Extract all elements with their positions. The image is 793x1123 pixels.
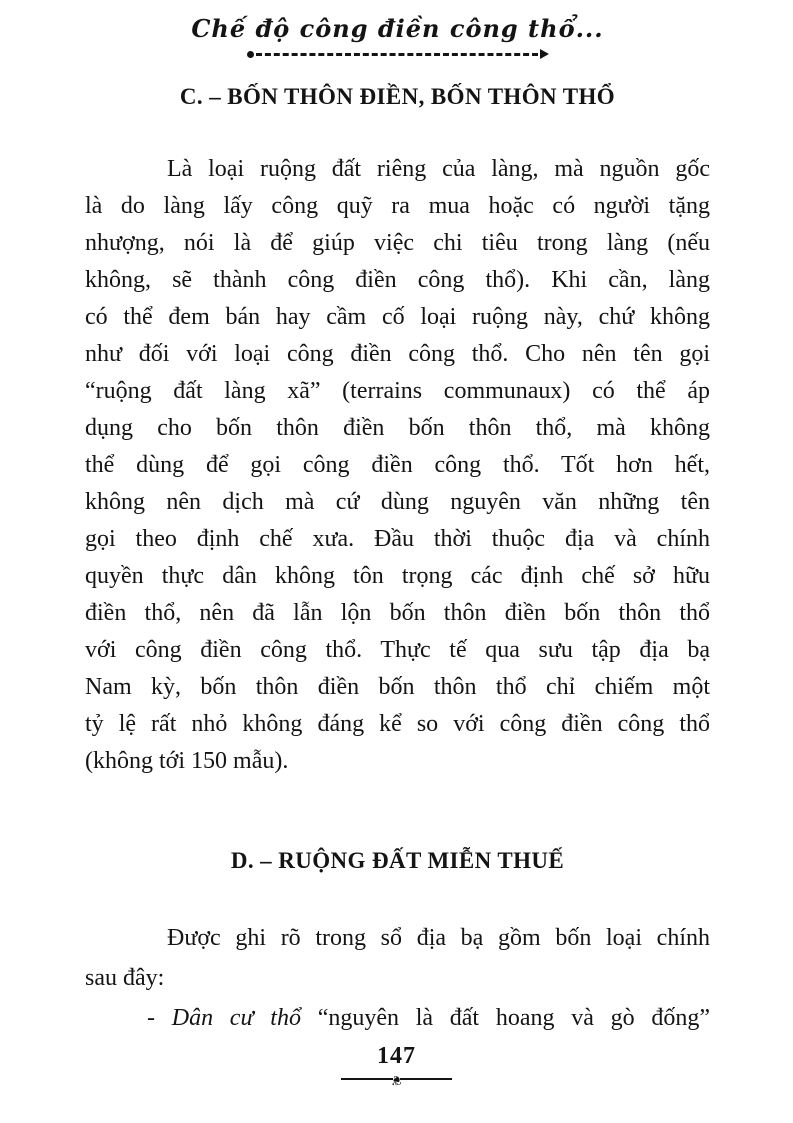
text-line: Được ghi rõ trong sổ địa bạ gồm bốn loại chính bbox=[167, 925, 710, 951]
header-divider bbox=[247, 50, 549, 58]
divider-dot-icon bbox=[247, 51, 254, 58]
text-line: thể dùng để gọi công điền công thổ. Tốt hơn hết, bbox=[85, 452, 710, 478]
page-footer bbox=[0, 1042, 793, 1087]
section-c-paragraph bbox=[85, 151, 710, 780]
text-line: quyền thực dân không tôn trọng các định chế sở hữu bbox=[85, 563, 710, 589]
text-line: (không tới 150 mẫu). bbox=[85, 748, 289, 774]
text-line: là do làng lấy công quỹ ra mua hoặc có người tặng bbox=[85, 193, 710, 219]
text-line: “ruộng đất làng xã” (terrains communaux) có thể áp bbox=[85, 378, 710, 404]
text-line: như đối với loại công điền công thổ. Cho nên tên gọi bbox=[85, 341, 710, 367]
divider-arrow-icon bbox=[540, 49, 549, 59]
text-line: dụng cho bốn thôn điền bốn thôn thổ, mà không bbox=[85, 415, 710, 441]
text-line: có thể đem bán hay cầm cố loại ruộng này, chứ không bbox=[85, 304, 710, 330]
section-c-heading: C. – BỐN THÔN ĐIỀN, BỐN THÔN THỔ bbox=[179, 84, 616, 109]
list-item-text: “nguyên là đất hoang và gò đống” bbox=[300, 1005, 710, 1031]
text-line: tỷ lệ rất nhỏ không đáng kể so với công điền công thổ bbox=[85, 711, 710, 737]
page-number: 147 bbox=[377, 1043, 416, 1069]
text-line: sau đây: bbox=[85, 965, 165, 991]
text-line: điền thổ, nên đã lẫn lộn bốn thôn điền bốn thôn thổ bbox=[85, 600, 710, 626]
list-item-dash: - bbox=[147, 1005, 172, 1031]
text-line: với công điền công thổ. Thực tế qua sưu tập địa bạ bbox=[85, 637, 710, 663]
footer-rule-right bbox=[400, 1078, 452, 1081]
text-line: không nên dịch mà cứ dùng nguyên văn những tên bbox=[85, 489, 710, 515]
divider-dashed-line bbox=[256, 53, 538, 56]
list-item bbox=[85, 998, 710, 1038]
text-line: nhượng, nói là để giúp việc chi tiêu trong làng (nếu bbox=[85, 230, 710, 256]
section-d-paragraph bbox=[85, 918, 710, 1038]
fleuron-icon: ❦ bbox=[391, 1071, 402, 1087]
text-line: gọi theo định chế xưa. Đầu thời thuộc địa và chính bbox=[85, 526, 710, 552]
running-header bbox=[85, 14, 710, 58]
footer-ornament-rule bbox=[0, 1071, 793, 1087]
text-line: không, sẽ thành công điền công thổ). Khi cần, làng bbox=[85, 267, 710, 293]
text-line: Nam kỳ, bốn thôn điền bốn thôn thổ chỉ chiếm một bbox=[85, 674, 710, 700]
section-d-heading: D. – RUỘNG ĐẤT MIỄN THUẾ bbox=[230, 848, 565, 873]
text-line: Là loại ruộng đất riêng của làng, mà nguồn gốc bbox=[167, 156, 710, 182]
list-item-term: Dân cư thổ bbox=[171, 1005, 301, 1031]
footer-rule-left bbox=[341, 1078, 393, 1081]
running-header-title: Chế độ công điền công thổ... bbox=[191, 14, 604, 43]
